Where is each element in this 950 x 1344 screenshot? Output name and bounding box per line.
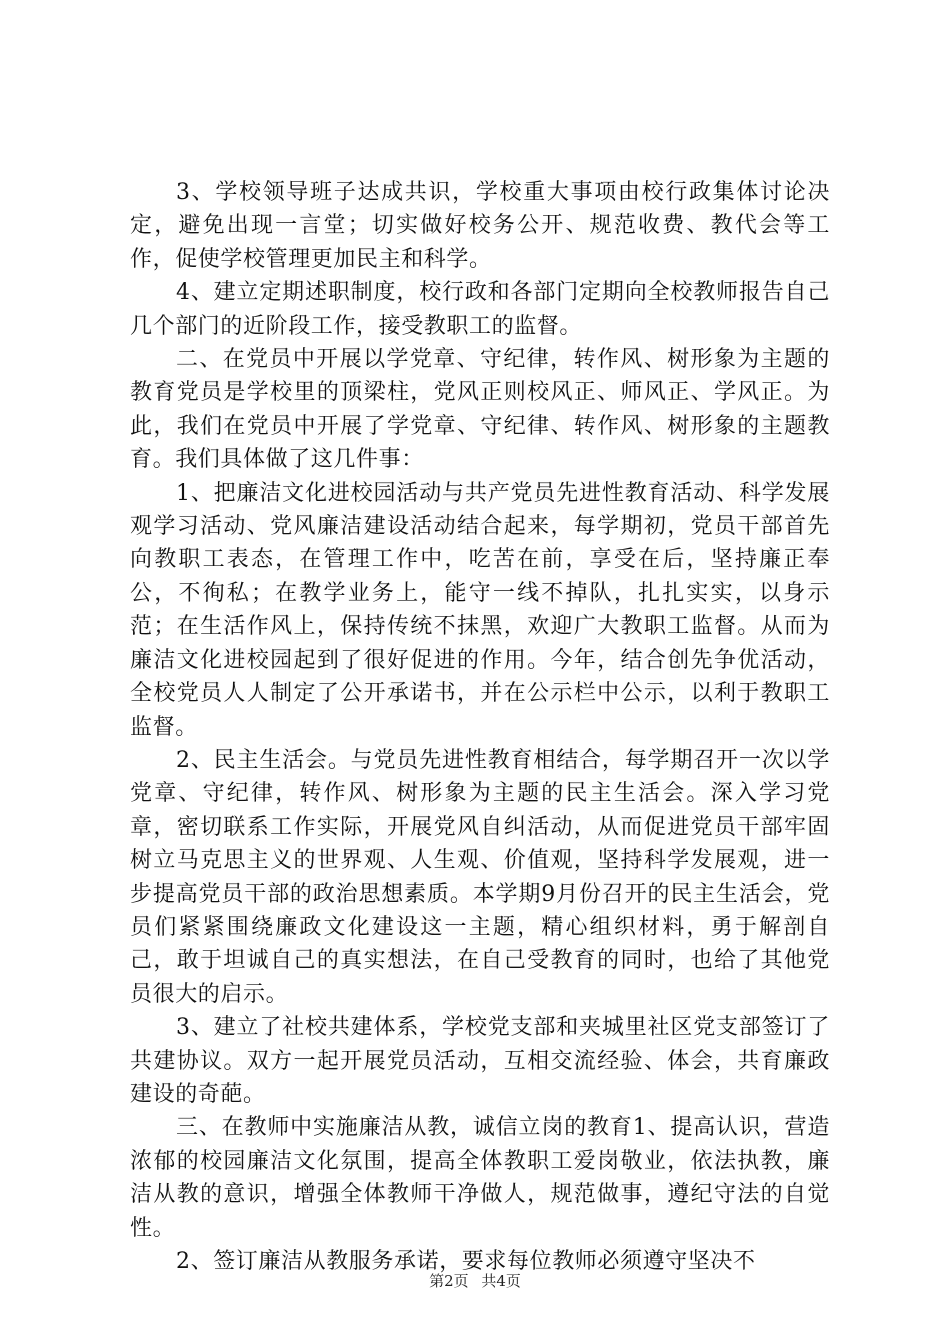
paragraph-2: 4、建立定期述职制度，校行政和各部门定期向全校教师报告自己几个部门的近阶段工作，接受教职工的监督。 <box>130 280 830 339</box>
page-total: 共4页 <box>481 1272 521 1290</box>
paragraph-5: 2、民主生活会。与党员先进性教育相结合，每学期召开一次以学党章、守纪律，转作风、树形象为主题的民主生活会。深入学习党章，密切联系工作实际，开展党风自纠活动，从而促进党员干部牢固树立马克思主义的世界观、人生观、价值观，坚持科学发展观，进一步提高党员干部的政治思想素质。本学期9月份召开的民主生活会，党员们紧紧围绕廉政文化建设这一主题，精心组织材料，勇于解剖自己，敢于坦诚自己的真实想法，在自己受教育的同时，也给了其他党员很大的启示。 <box>130 747 830 1007</box>
page-footer <box>0 1270 950 1291</box>
paragraph-8: 2、签订廉洁从教服务承诺，要求每位教师必须遵守坚决不 <box>176 1249 756 1274</box>
paragraph-6: 3、建立了社校共建体系，学校党支部和夹城里社区党支部签订了共建协议。双方一起开展党员活动，互相交流经验、体会，共育廉政建设的奇葩。 <box>130 1015 830 1107</box>
paragraph-3: 二、在党员中开展以学党章、守纪律，转作风、树形象为主题的教育党员是学校里的顶梁柱，党风正则校风正、师风正、学风正。为此，我们在党员中开展了学党章、守纪律、转作风、树形象的主题教育。我们具体做了这几件事： <box>130 347 830 473</box>
paragraph-7: 三、在教师中实施廉洁从教，诚信立岗的教育1、提高认识，营造浓郁的校园廉洁文化氛围，提高全体教职工爱岗敬业，依法执教，廉洁从教的意识，增强全体教师干净做人，规范做事，遵纪守法的自觉性。 <box>130 1115 830 1241</box>
document-body <box>130 176 830 1278</box>
paragraph-4: 1、把廉洁文化进校园活动与共产党员先进性教育活动、科学发展观学习活动、党风廉洁建设活动结合起来，每学期初，党员干部首先向教职工表态，在管理工作中，吃苦在前，享受在后，坚持廉正奉公，不徇私；在教学业务上，能守一线不掉队，扎扎实实，以身示范；在生活作风上，保持传统不抹黑，欢迎广大教职工监督。从而为廉洁文化进校园起到了很好促进的作用。今年，结合创先争优活动，全校党员人人制定了公开承诺书，并在公示栏中公示，以利于教职工监督。 <box>130 480 830 740</box>
page-number: 第2页 <box>429 1272 469 1290</box>
paragraph-1: 3、学校领导班子达成共识，学校重大事项由校行政集体讨论决定，避免出现一言堂；切实做好校务公开、规范收费、教代会等工作，促使学校管理更加民主和科学。 <box>130 180 830 272</box>
